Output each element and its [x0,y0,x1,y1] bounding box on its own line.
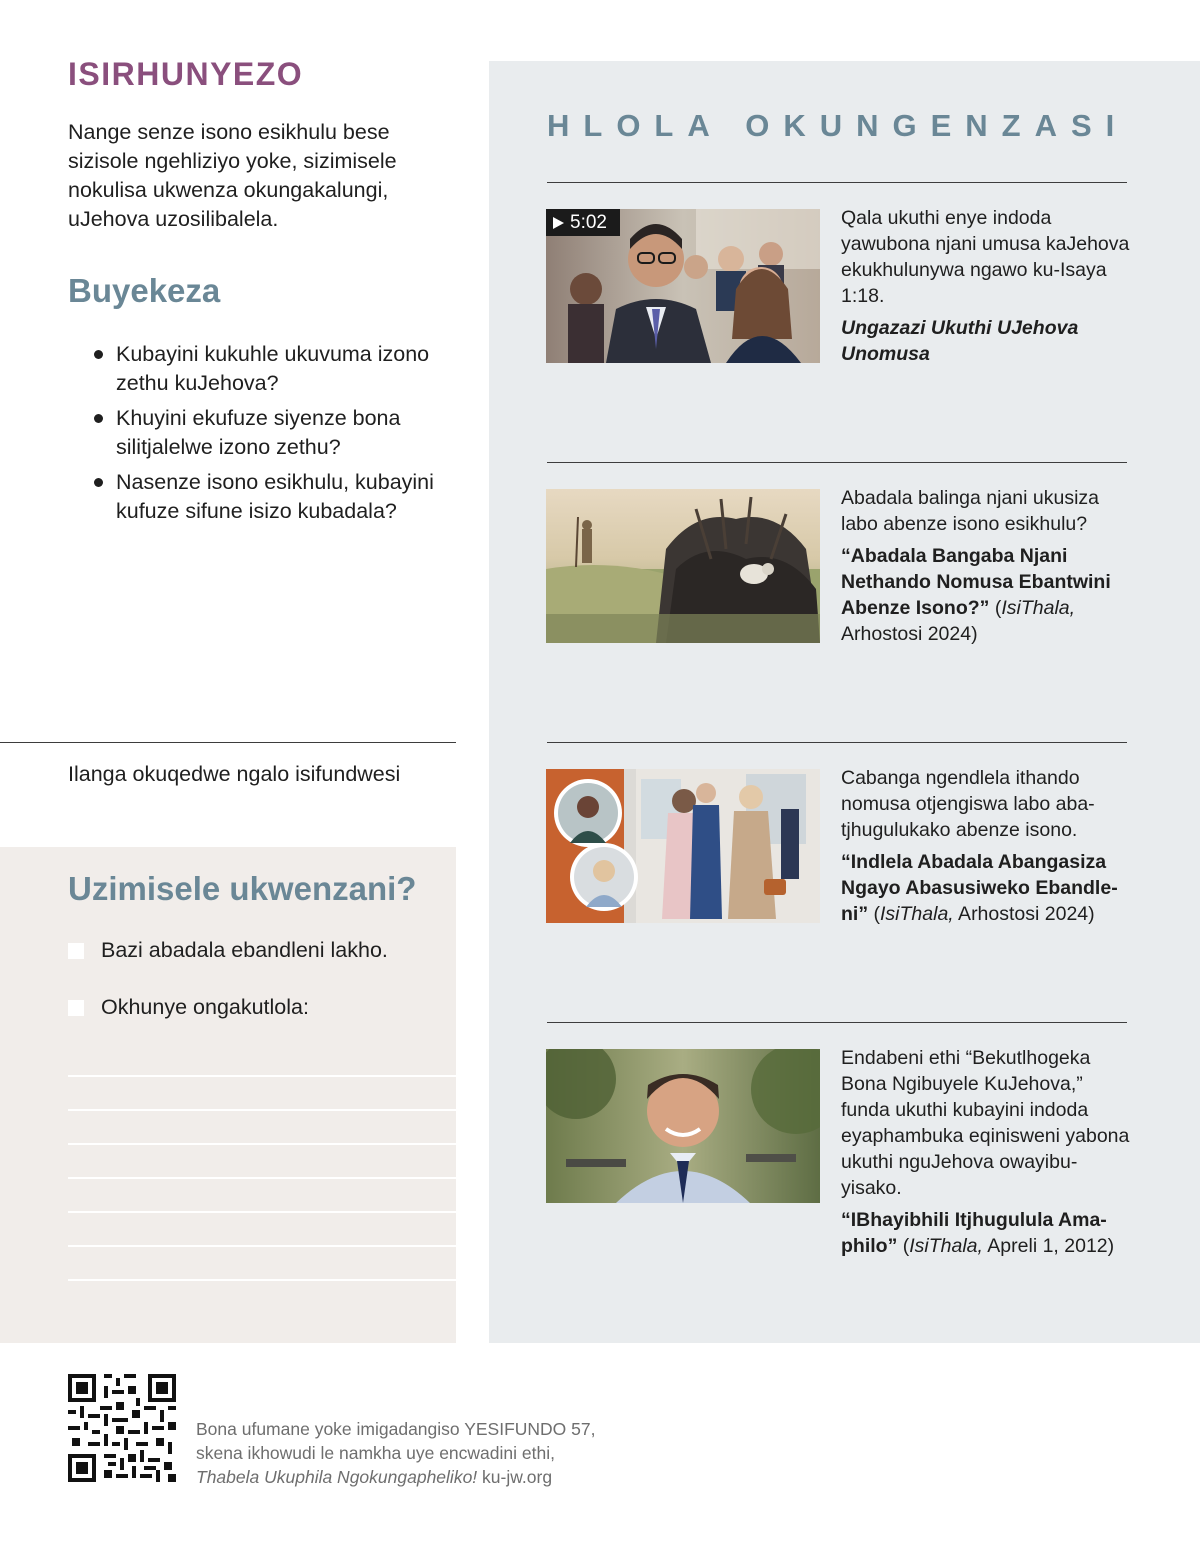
divider [547,182,1127,183]
goal-option-other[interactable] [68,995,309,1020]
writing-line[interactable] [68,1211,456,1213]
goal-option-label: Bazi abadala ebandleni lakho. [101,938,388,962]
footer-line: Bona ufumane yoke imigadangiso YESIFUNDO 57, [196,1419,596,1439]
book-title: Thabela Ukuphila Ngokungapheliko! [196,1467,478,1487]
explore-item-description: Cabanga ngendlela ithando nomusa otjengiswa labo abatjhugulukako abenze isono. [841,767,1095,841]
explore-item-reference[interactable]: “Abadala Bangaba Njani Nethando Nomusa Ebantwini Abenze Isono?” (IsiThala, Arhostosi 2024) [841,545,1111,645]
explore-item-description: Endabeni ethi “Bekutlhogeka Bona Ngibuyele KuJehova,” funda ukuthi kubayini indoda eyaphambuka eqinisweni yabona ukuthi nguJehova owayibuyisako. [841,1047,1130,1199]
article-image-portrait[interactable] [546,1049,820,1203]
footer-text [196,1417,696,1489]
article-image-greeting[interactable] [546,769,820,923]
footer-line [196,1465,696,1489]
bullet-icon [94,414,103,423]
writing-line[interactable] [68,1075,456,1077]
divider [547,1022,1127,1023]
explore-item-1 [841,205,1131,367]
divider [547,462,1127,463]
bullet-icon [94,350,103,359]
article-image-shepherd[interactable] [546,489,820,643]
divider [547,742,1127,743]
play-icon [553,217,564,229]
explore-item-reference[interactable]: Ungazazi Ukuthi UJehova Unomusa [841,317,1079,365]
writing-line[interactable] [68,1245,456,1247]
explore-item-2 [841,485,1131,647]
date-completed-label: Ilanga okuqedwe ngalo isifundwesi [68,762,401,786]
review-question-text: Khuyini ekufuze siyenze bona silitjalelwe izono zethu? [116,406,401,459]
goal-box [0,847,456,1343]
explore-item-3 [841,765,1131,927]
summary-text: Nange senze isono esikhulu bese sizisole ngehliziyo yoke, sizimisele nokulisa ukwenza okungakalungi, uJehova uzosilibalela. [68,120,397,231]
writing-line[interactable] [68,1109,456,1111]
explore-item-4 [841,1045,1131,1259]
review-question-text: Kubayini kukuhle ukuvuma izono zethu kuJehova? [116,342,430,395]
explore-item-description: Abadala balinga njani ukusiza labo abenze isono esikhulu? [841,487,1100,535]
explore-title: HLOLA OKUNGENZASI [547,108,1129,143]
review-question-text: Nasenze isono esikhulu, kubayini kufuze sifune isizo kubadala? [116,470,434,523]
review-title: Buyekeza [68,272,221,309]
video-duration-badge: 5:02 [546,209,620,236]
review-question [90,340,460,397]
writing-line[interactable] [68,1279,456,1281]
writing-line[interactable] [68,1143,456,1145]
video-thumbnail[interactable] [546,209,820,363]
writing-line[interactable] [68,1177,456,1179]
divider [0,742,456,743]
explore-item-reference[interactable]: “IBhayibhili Itjhugulula Amaphilo” (IsiThala, Apreli 1, 2012) [841,1209,1115,1257]
explore-item-description: Qala ukuthi enye indoda yawubona njani umusa kaJehova ekukhulunywa ngawo ku-Isaya 1:18. [841,207,1130,307]
checkbox[interactable] [68,943,84,959]
goal-option-elders[interactable] [68,938,388,963]
review-question [90,404,460,461]
review-question [90,468,460,525]
footer-line: skena ikhowudi le namkha uye encwadini ethi, [196,1443,555,1463]
explore-item-reference[interactable]: “Indlela Abadala Abangasiza Ngayo Abasusiweko Ebandleni” (IsiThala, Arhostosi 2024) [841,851,1118,925]
bullet-icon [94,478,103,487]
checkbox[interactable] [68,1000,84,1016]
goal-title: Uzimisele ukwenzani? [68,870,417,907]
website-link[interactable]: ku-jw.org [477,1467,553,1487]
review-list [90,340,460,532]
summary-title: ISIRHUNYEZO [68,56,304,92]
goal-option-label: Okhunye ongakutlola: [101,995,309,1019]
qr-code-icon[interactable] [68,1374,176,1482]
